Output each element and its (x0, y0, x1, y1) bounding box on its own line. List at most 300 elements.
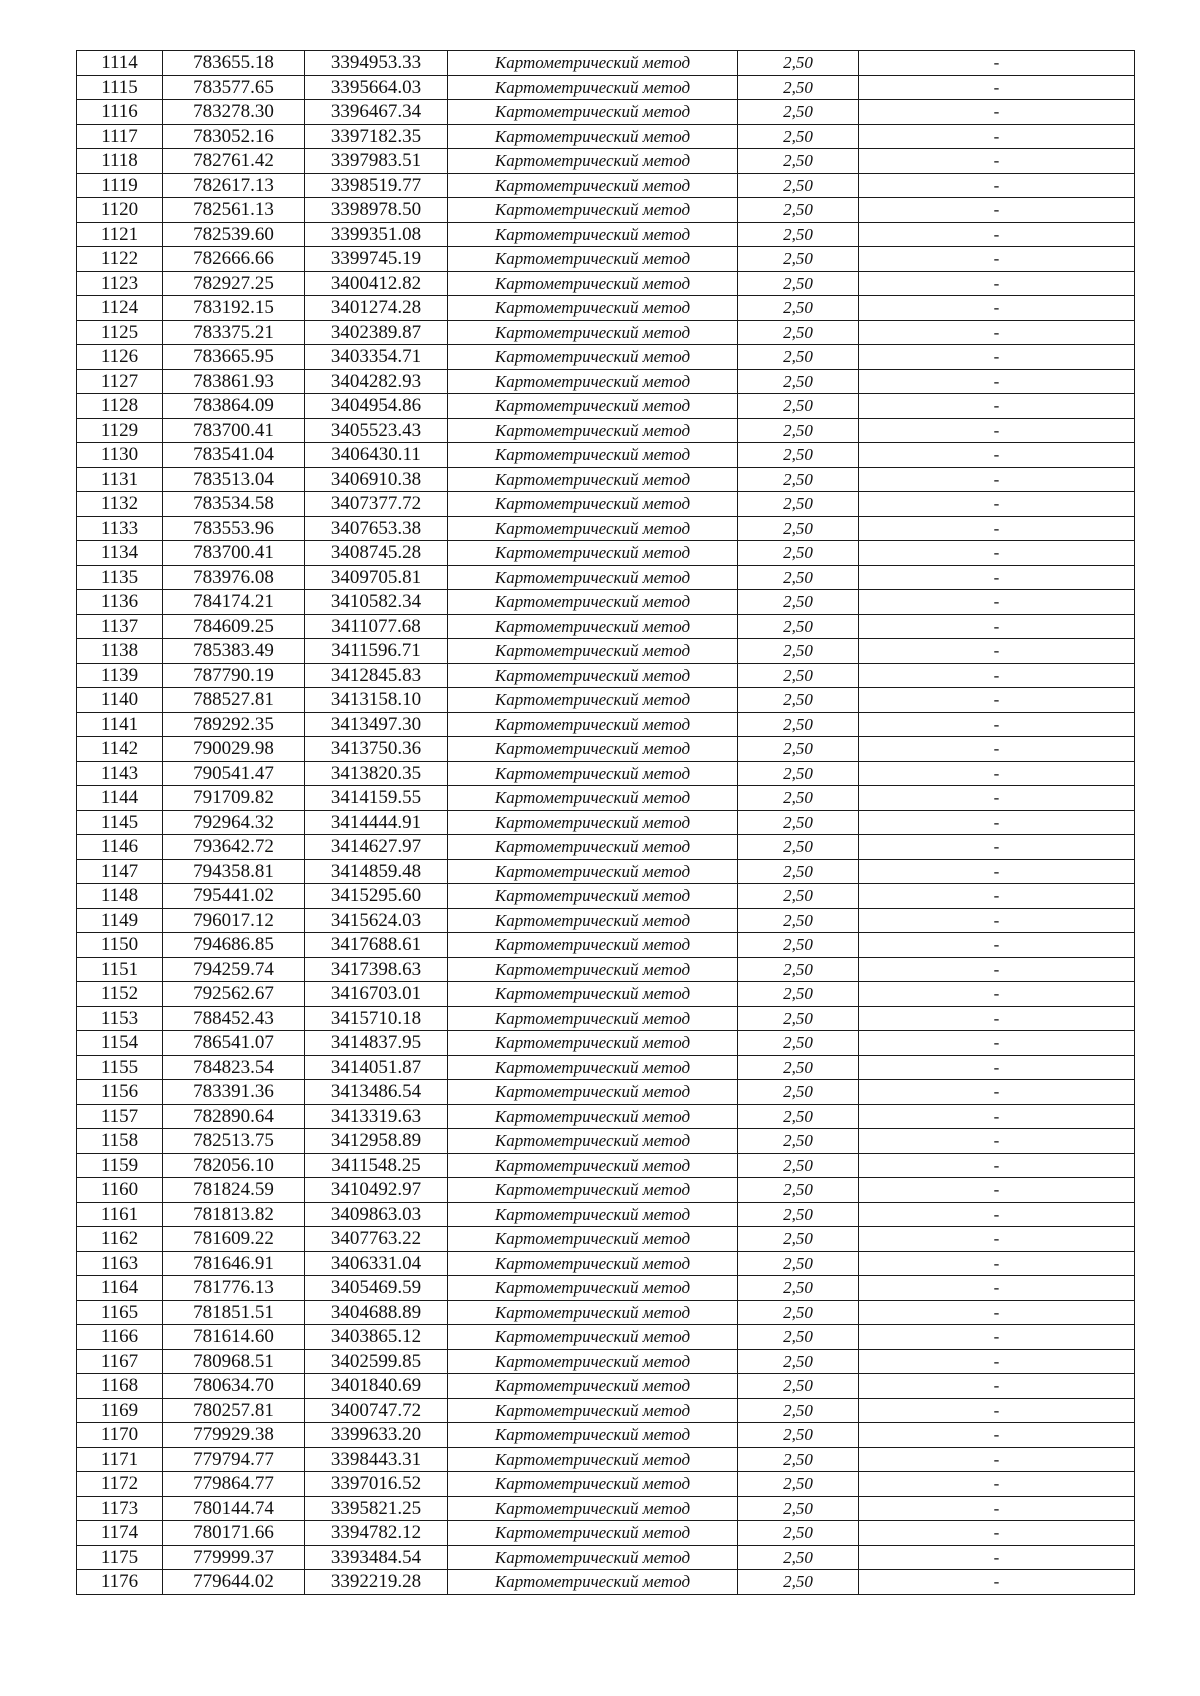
table-row (77, 418, 1135, 443)
y-coordinate-cell: 3405523.43 (305, 418, 448, 443)
point-number-cell: 1120 (77, 198, 163, 223)
method-cell: Картометрический метод (448, 761, 738, 786)
method-cell: Картометрический метод (448, 835, 738, 860)
error-cell: 2,50 (738, 1276, 859, 1301)
table-row (77, 1153, 1135, 1178)
point-number-cell: 1158 (77, 1129, 163, 1154)
x-coordinate-cell: 783577.65 (163, 75, 305, 100)
description-cell: - (859, 688, 1135, 713)
y-coordinate-cell: 3394953.33 (305, 51, 448, 76)
description-cell: - (859, 198, 1135, 223)
error-cell: 2,50 (738, 1251, 859, 1276)
description-cell: - (859, 222, 1135, 247)
x-coordinate-cell: 792562.67 (163, 982, 305, 1007)
y-coordinate-cell: 3410492.97 (305, 1178, 448, 1203)
method-cell: Картометрический метод (448, 516, 738, 541)
y-coordinate-cell: 3407653.38 (305, 516, 448, 541)
point-number-cell: 1134 (77, 541, 163, 566)
error-cell: 2,50 (738, 100, 859, 125)
error-cell: 2,50 (738, 1104, 859, 1129)
point-number-cell: 1132 (77, 492, 163, 517)
y-coordinate-cell: 3414051.87 (305, 1055, 448, 1080)
x-coordinate-cell: 788527.81 (163, 688, 305, 713)
method-cell: Картометрический метод (448, 663, 738, 688)
description-cell: - (859, 614, 1135, 639)
x-coordinate-cell: 781824.59 (163, 1178, 305, 1203)
x-coordinate-cell: 789292.35 (163, 712, 305, 737)
point-number-cell: 1150 (77, 933, 163, 958)
description-cell: - (859, 1472, 1135, 1497)
method-cell: Картометрический метод (448, 296, 738, 321)
method-cell: Картометрический метод (448, 149, 738, 174)
table-row (77, 1276, 1135, 1301)
description-cell: - (859, 737, 1135, 762)
point-number-cell: 1141 (77, 712, 163, 737)
x-coordinate-cell: 796017.12 (163, 908, 305, 933)
x-coordinate-cell: 779864.77 (163, 1472, 305, 1497)
description-cell: - (859, 663, 1135, 688)
table-row (77, 1104, 1135, 1129)
table-row (77, 933, 1135, 958)
y-coordinate-cell: 3413319.63 (305, 1104, 448, 1129)
method-cell: Картометрический метод (448, 124, 738, 149)
point-number-cell: 1124 (77, 296, 163, 321)
method-cell: Картометрический метод (448, 614, 738, 639)
description-cell: - (859, 149, 1135, 174)
y-coordinate-cell: 3415295.60 (305, 884, 448, 909)
table-row (77, 884, 1135, 909)
point-number-cell: 1145 (77, 810, 163, 835)
method-cell: Картометрический метод (448, 1251, 738, 1276)
method-cell: Картометрический метод (448, 737, 738, 762)
description-cell: - (859, 271, 1135, 296)
table-row (77, 1447, 1135, 1472)
description-cell: - (859, 1374, 1135, 1399)
method-cell: Картометрический метод (448, 1276, 738, 1301)
error-cell: 2,50 (738, 1423, 859, 1448)
description-cell: - (859, 296, 1135, 321)
point-number-cell: 1154 (77, 1031, 163, 1056)
y-coordinate-cell: 3413486.54 (305, 1080, 448, 1105)
error-cell: 2,50 (738, 1178, 859, 1203)
error-cell: 2,50 (738, 1349, 859, 1374)
table-row (77, 271, 1135, 296)
method-cell: Картометрический метод (448, 1496, 738, 1521)
description-cell: - (859, 1276, 1135, 1301)
y-coordinate-cell: 3414837.95 (305, 1031, 448, 1056)
error-cell: 2,50 (738, 1227, 859, 1252)
description-cell: - (859, 1300, 1135, 1325)
x-coordinate-cell: 781614.60 (163, 1325, 305, 1350)
table-row (77, 1129, 1135, 1154)
y-coordinate-cell: 3399745.19 (305, 247, 448, 272)
error-cell: 2,50 (738, 884, 859, 909)
point-number-cell: 1138 (77, 639, 163, 664)
description-cell: - (859, 492, 1135, 517)
point-number-cell: 1168 (77, 1374, 163, 1399)
description-cell: - (859, 565, 1135, 590)
method-cell: Картометрический метод (448, 982, 738, 1007)
y-coordinate-cell: 3414444.91 (305, 810, 448, 835)
error-cell: 2,50 (738, 810, 859, 835)
point-number-cell: 1137 (77, 614, 163, 639)
y-coordinate-cell: 3397983.51 (305, 149, 448, 174)
x-coordinate-cell: 793642.72 (163, 835, 305, 860)
y-coordinate-cell: 3411548.25 (305, 1153, 448, 1178)
table-row (77, 737, 1135, 762)
error-cell: 2,50 (738, 859, 859, 884)
y-coordinate-cell: 3396467.34 (305, 100, 448, 125)
table-row (77, 639, 1135, 664)
error-cell: 2,50 (738, 369, 859, 394)
error-cell: 2,50 (738, 75, 859, 100)
x-coordinate-cell: 785383.49 (163, 639, 305, 664)
point-number-cell: 1116 (77, 100, 163, 125)
description-cell: - (859, 418, 1135, 443)
error-cell: 2,50 (738, 296, 859, 321)
y-coordinate-cell: 3414627.97 (305, 835, 448, 860)
description-cell: - (859, 1031, 1135, 1056)
description-cell: - (859, 345, 1135, 370)
point-number-cell: 1162 (77, 1227, 163, 1252)
y-coordinate-cell: 3402389.87 (305, 320, 448, 345)
y-coordinate-cell: 3397182.35 (305, 124, 448, 149)
method-cell: Картометрический метод (448, 1153, 738, 1178)
y-coordinate-cell: 3412845.83 (305, 663, 448, 688)
method-cell: Картометрический метод (448, 1104, 738, 1129)
method-cell: Картометрический метод (448, 1080, 738, 1105)
error-cell: 2,50 (738, 1129, 859, 1154)
table-row (77, 492, 1135, 517)
table-row (77, 1202, 1135, 1227)
method-cell: Картометрический метод (448, 418, 738, 443)
x-coordinate-cell: 783665.95 (163, 345, 305, 370)
method-cell: Картометрический метод (448, 369, 738, 394)
x-coordinate-cell: 782761.42 (163, 149, 305, 174)
x-coordinate-cell: 780257.81 (163, 1398, 305, 1423)
y-coordinate-cell: 3395821.25 (305, 1496, 448, 1521)
x-coordinate-cell: 792964.32 (163, 810, 305, 835)
table-row (77, 810, 1135, 835)
method-cell: Картометрический метод (448, 1398, 738, 1423)
error-cell: 2,50 (738, 688, 859, 713)
x-coordinate-cell: 784823.54 (163, 1055, 305, 1080)
y-coordinate-cell: 3398519.77 (305, 173, 448, 198)
table-row (77, 75, 1135, 100)
y-coordinate-cell: 3413158.10 (305, 688, 448, 713)
x-coordinate-cell: 783861.93 (163, 369, 305, 394)
error-cell: 2,50 (738, 639, 859, 664)
y-coordinate-cell: 3408745.28 (305, 541, 448, 566)
error-cell: 2,50 (738, 1006, 859, 1031)
error-cell: 2,50 (738, 541, 859, 566)
method-cell: Картометрический метод (448, 541, 738, 566)
method-cell: Картометрический метод (448, 1006, 738, 1031)
error-cell: 2,50 (738, 271, 859, 296)
table-row (77, 443, 1135, 468)
table-row (77, 1080, 1135, 1105)
error-cell: 2,50 (738, 565, 859, 590)
method-cell: Картометрический метод (448, 198, 738, 223)
table-row (77, 124, 1135, 149)
error-cell: 2,50 (738, 1374, 859, 1399)
description-cell: - (859, 859, 1135, 884)
point-number-cell: 1143 (77, 761, 163, 786)
description-cell: - (859, 369, 1135, 394)
description-cell: - (859, 1104, 1135, 1129)
y-coordinate-cell: 3392219.28 (305, 1570, 448, 1595)
y-coordinate-cell: 3407763.22 (305, 1227, 448, 1252)
y-coordinate-cell: 3413820.35 (305, 761, 448, 786)
x-coordinate-cell: 779929.38 (163, 1423, 305, 1448)
y-coordinate-cell: 3416703.01 (305, 982, 448, 1007)
method-cell: Картометрический метод (448, 639, 738, 664)
method-cell: Картометрический метод (448, 688, 738, 713)
description-cell: - (859, 1521, 1135, 1546)
table-row (77, 1349, 1135, 1374)
error-cell: 2,50 (738, 394, 859, 419)
table-row (77, 614, 1135, 639)
x-coordinate-cell: 783700.41 (163, 418, 305, 443)
point-number-cell: 1152 (77, 982, 163, 1007)
method-cell: Картометрический метод (448, 51, 738, 76)
x-coordinate-cell: 779644.02 (163, 1570, 305, 1595)
table-row (77, 173, 1135, 198)
method-cell: Картометрический метод (448, 957, 738, 982)
method-cell: Картометрический метод (448, 908, 738, 933)
method-cell: Картометрический метод (448, 859, 738, 884)
description-cell: - (859, 957, 1135, 982)
point-number-cell: 1155 (77, 1055, 163, 1080)
description-cell: - (859, 1251, 1135, 1276)
x-coordinate-cell: 782890.64 (163, 1104, 305, 1129)
point-number-cell: 1126 (77, 345, 163, 370)
description-cell: - (859, 933, 1135, 958)
description-cell: - (859, 590, 1135, 615)
y-coordinate-cell: 3410582.34 (305, 590, 448, 615)
x-coordinate-cell: 779794.77 (163, 1447, 305, 1472)
point-number-cell: 1147 (77, 859, 163, 884)
table-row (77, 467, 1135, 492)
point-number-cell: 1171 (77, 1447, 163, 1472)
method-cell: Картометрический метод (448, 1300, 738, 1325)
description-cell: - (859, 51, 1135, 76)
x-coordinate-cell: 782927.25 (163, 271, 305, 296)
table-row (77, 565, 1135, 590)
method-cell: Картометрический метод (448, 1423, 738, 1448)
description-cell: - (859, 1006, 1135, 1031)
x-coordinate-cell: 783700.41 (163, 541, 305, 566)
description-cell: - (859, 1570, 1135, 1595)
y-coordinate-cell: 3398978.50 (305, 198, 448, 223)
x-coordinate-cell: 780144.74 (163, 1496, 305, 1521)
y-coordinate-cell: 3406910.38 (305, 467, 448, 492)
table-row (77, 712, 1135, 737)
y-coordinate-cell: 3399633.20 (305, 1423, 448, 1448)
error-cell: 2,50 (738, 247, 859, 272)
table-row (77, 761, 1135, 786)
x-coordinate-cell: 779999.37 (163, 1545, 305, 1570)
point-number-cell: 1125 (77, 320, 163, 345)
table-row (77, 296, 1135, 321)
y-coordinate-cell: 3413750.36 (305, 737, 448, 762)
point-number-cell: 1175 (77, 1545, 163, 1570)
x-coordinate-cell: 783976.08 (163, 565, 305, 590)
y-coordinate-cell: 3399351.08 (305, 222, 448, 247)
method-cell: Картометрический метод (448, 1545, 738, 1570)
description-cell: - (859, 1398, 1135, 1423)
point-number-cell: 1122 (77, 247, 163, 272)
point-number-cell: 1160 (77, 1178, 163, 1203)
table-row (77, 1545, 1135, 1570)
description-cell: - (859, 516, 1135, 541)
method-cell: Картометрический метод (448, 222, 738, 247)
error-cell: 2,50 (738, 124, 859, 149)
table-row (77, 1178, 1135, 1203)
point-number-cell: 1139 (77, 663, 163, 688)
table-row (77, 1398, 1135, 1423)
error-cell: 2,50 (738, 467, 859, 492)
table-row (77, 345, 1135, 370)
x-coordinate-cell: 783655.18 (163, 51, 305, 76)
x-coordinate-cell: 794259.74 (163, 957, 305, 982)
x-coordinate-cell: 781813.82 (163, 1202, 305, 1227)
error-cell: 2,50 (738, 712, 859, 737)
table-row (77, 222, 1135, 247)
table-row (77, 1300, 1135, 1325)
method-cell: Картометрический метод (448, 810, 738, 835)
method-cell: Картометрический метод (448, 590, 738, 615)
point-number-cell: 1146 (77, 835, 163, 860)
method-cell: Картометрический метод (448, 1055, 738, 1080)
error-cell: 2,50 (738, 1545, 859, 1570)
table-row (77, 149, 1135, 174)
point-number-cell: 1153 (77, 1006, 163, 1031)
x-coordinate-cell: 783541.04 (163, 443, 305, 468)
error-cell: 2,50 (738, 933, 859, 958)
y-coordinate-cell: 3406331.04 (305, 1251, 448, 1276)
method-cell: Картометрический метод (448, 467, 738, 492)
description-cell: - (859, 1325, 1135, 1350)
method-cell: Картометрический метод (448, 345, 738, 370)
method-cell: Картометрический метод (448, 100, 738, 125)
x-coordinate-cell: 783864.09 (163, 394, 305, 419)
x-coordinate-cell: 784609.25 (163, 614, 305, 639)
error-cell: 2,50 (738, 173, 859, 198)
description-cell: - (859, 541, 1135, 566)
method-cell: Картометрический метод (448, 75, 738, 100)
y-coordinate-cell: 3417688.61 (305, 933, 448, 958)
point-number-cell: 1174 (77, 1521, 163, 1546)
point-number-cell: 1151 (77, 957, 163, 982)
x-coordinate-cell: 783278.30 (163, 100, 305, 125)
method-cell: Картометрический метод (448, 173, 738, 198)
table-row (77, 1570, 1135, 1595)
error-cell: 2,50 (738, 982, 859, 1007)
error-cell: 2,50 (738, 1472, 859, 1497)
x-coordinate-cell: 783192.15 (163, 296, 305, 321)
method-cell: Картометрический метод (448, 1227, 738, 1252)
point-number-cell: 1169 (77, 1398, 163, 1423)
point-number-cell: 1131 (77, 467, 163, 492)
y-coordinate-cell: 3406430.11 (305, 443, 448, 468)
description-cell: - (859, 1153, 1135, 1178)
method-cell: Картометрический метод (448, 1374, 738, 1399)
x-coordinate-cell: 782056.10 (163, 1153, 305, 1178)
error-cell: 2,50 (738, 149, 859, 174)
description-cell: - (859, 761, 1135, 786)
coordinates-table (76, 50, 1135, 1595)
point-number-cell: 1135 (77, 565, 163, 590)
table-row (77, 541, 1135, 566)
y-coordinate-cell: 3403354.71 (305, 345, 448, 370)
method-cell: Картометрический метод (448, 1472, 738, 1497)
error-cell: 2,50 (738, 1300, 859, 1325)
x-coordinate-cell: 782617.13 (163, 173, 305, 198)
y-coordinate-cell: 3401274.28 (305, 296, 448, 321)
description-cell: - (859, 443, 1135, 468)
method-cell: Картометрический метод (448, 712, 738, 737)
point-number-cell: 1118 (77, 149, 163, 174)
table-row (77, 198, 1135, 223)
table-row (77, 786, 1135, 811)
table-row (77, 1006, 1135, 1031)
description-cell: - (859, 1202, 1135, 1227)
description-cell: - (859, 173, 1135, 198)
table-row (77, 908, 1135, 933)
x-coordinate-cell: 781851.51 (163, 1300, 305, 1325)
x-coordinate-cell: 791709.82 (163, 786, 305, 811)
table-row (77, 1055, 1135, 1080)
table-row (77, 1374, 1135, 1399)
error-cell: 2,50 (738, 835, 859, 860)
error-cell: 2,50 (738, 1447, 859, 1472)
description-cell: - (859, 1129, 1135, 1154)
y-coordinate-cell: 3397016.52 (305, 1472, 448, 1497)
table-row (77, 859, 1135, 884)
error-cell: 2,50 (738, 614, 859, 639)
error-cell: 2,50 (738, 1496, 859, 1521)
point-number-cell: 1164 (77, 1276, 163, 1301)
x-coordinate-cell: 794358.81 (163, 859, 305, 884)
description-cell: - (859, 786, 1135, 811)
table-row (77, 1227, 1135, 1252)
table-row (77, 982, 1135, 1007)
x-coordinate-cell: 783534.58 (163, 492, 305, 517)
x-coordinate-cell: 783391.36 (163, 1080, 305, 1105)
y-coordinate-cell: 3409705.81 (305, 565, 448, 590)
description-cell: - (859, 1055, 1135, 1080)
point-number-cell: 1128 (77, 394, 163, 419)
error-cell: 2,50 (738, 590, 859, 615)
table-row (77, 369, 1135, 394)
y-coordinate-cell: 3394782.12 (305, 1521, 448, 1546)
point-number-cell: 1159 (77, 1153, 163, 1178)
x-coordinate-cell: 782666.66 (163, 247, 305, 272)
description-cell: - (859, 100, 1135, 125)
point-number-cell: 1149 (77, 908, 163, 933)
x-coordinate-cell: 781646.91 (163, 1251, 305, 1276)
method-cell: Картометрический метод (448, 394, 738, 419)
point-number-cell: 1133 (77, 516, 163, 541)
method-cell: Картометрический метод (448, 1129, 738, 1154)
x-coordinate-cell: 788452.43 (163, 1006, 305, 1031)
x-coordinate-cell: 782561.13 (163, 198, 305, 223)
description-cell: - (859, 75, 1135, 100)
x-coordinate-cell: 786541.07 (163, 1031, 305, 1056)
method-cell: Картометрический метод (448, 884, 738, 909)
table-row (77, 1423, 1135, 1448)
